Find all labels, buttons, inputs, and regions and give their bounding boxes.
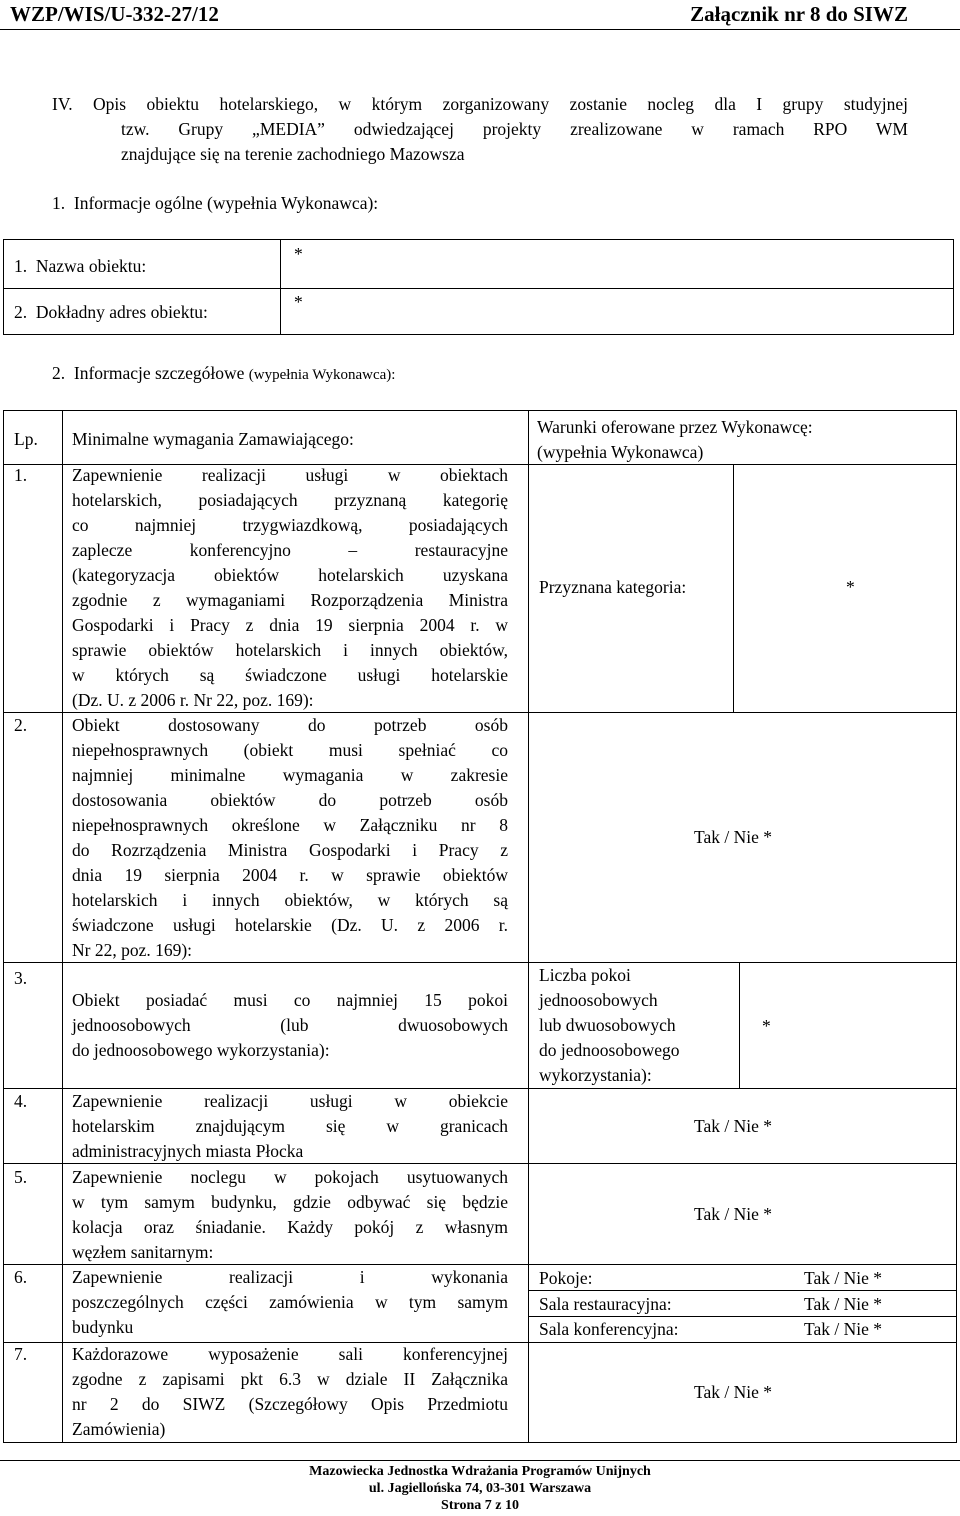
requirement-line: zgodne z zapisami pkt 6.3 w dziale II Załącznika (72, 1369, 508, 1389)
general-table-divider (280, 240, 281, 334)
requirement-line: Zapewnienie realizacji usługi w obiekcie (72, 1091, 508, 1111)
header-rule (0, 29, 960, 30)
requirement-text (72, 713, 508, 963)
requirement-line: co najmniej trzygwiazdkową, posiadających (72, 515, 508, 535)
rooms-count-label-line: jednoosobowych (539, 990, 658, 1010)
general-heading-note: (wypełnia Wykonawca): (207, 193, 379, 213)
requirement-line: Nr 22, poz. 169): (72, 940, 193, 960)
item-number: 2. (14, 715, 28, 735)
requirement-line: poszczególnych części zamówienia w tym samym (72, 1292, 508, 1312)
requirement-line: jednoosobowych (lub dwuosobowych (72, 1015, 508, 1035)
object-name-value[interactable]: * (294, 244, 303, 264)
requirement-line: (kategoryzacja obiektów hotelarskich uzyskana (72, 565, 508, 585)
requirement-line: Zapewnienie realizacji usługi w obiektach (72, 465, 508, 485)
details-col-divider (62, 411, 63, 1442)
details-heading-text: 2. Informacje szczegółowe (52, 363, 249, 383)
column-header-offer-line: Warunki oferowane przez Wykonawcę: (537, 417, 813, 437)
requirement-line: do Rozrządzenia Ministra Gospodarki i Pracy z (72, 840, 508, 860)
item-number: 7. (14, 1344, 28, 1364)
requirement-line: dostosowania obiektów do potrzeb osób (72, 790, 508, 810)
details-col-divider (528, 411, 529, 1442)
requirement-line: Zapewnienie noclegu w pokojach usytuowanych (72, 1167, 508, 1187)
requirement-line: w tym samym budynku, gdzie odbywać się będzie (72, 1192, 508, 1212)
conference-hall-label: Sala konferencyjna: (539, 1319, 679, 1339)
category-value[interactable]: * (846, 577, 855, 597)
details-row-rule (4, 1163, 956, 1164)
category-label: Przyznana kategoria: (539, 577, 687, 597)
footer-page-number: Strona 7 z 10 (441, 1498, 519, 1513)
requirement-line: w których są świadczone usługi hotelarskie (72, 665, 508, 685)
requirement-line: dnia 19 sierpnia 2004 r. w sprawie obiektów (72, 865, 508, 885)
attachment-label: Załącznik nr 8 do SIWZ (690, 2, 908, 26)
requirement-text (72, 1165, 508, 1265)
requirement-line: zaplecze konferencyjno – restauracyjne (72, 540, 508, 560)
requirement-line: Każdorazowe wyposażenie sali konferencyjnej (72, 1344, 508, 1364)
item-number: 5. (14, 1167, 28, 1187)
doc-reference: WZP/WIS/U-332-27/12 (10, 2, 219, 26)
requirement-text (72, 463, 508, 713)
accessibility-value[interactable]: Tak / Nie * (694, 827, 772, 847)
requirement-line: budynku (72, 1317, 134, 1337)
requirement-line: do jednoosobowego wykorzystania): (72, 1040, 330, 1060)
requirement-text (72, 1342, 508, 1442)
requirement-line: Obiekt posiadać musi co najmniej 15 pokoi (72, 990, 508, 1010)
requirement-line: Zamówienia) (72, 1419, 166, 1439)
requirement-line: hotelarskich i innych obiektów, w których są (72, 890, 508, 910)
requirement-line: świadczone usługi hotelarskie (Dz. U. z 2006 r. (72, 915, 508, 935)
requirement-line: niepełnosprawnych (obiekt musi spełniać co (72, 740, 508, 760)
page-header (0, 0, 960, 32)
requirement-text (72, 1089, 508, 1164)
object-address-value[interactable]: * (294, 292, 303, 312)
general-heading-text: 1. Informacje ogólne (52, 193, 208, 213)
object-address-label: 2. Dokładny adres obiektu: (14, 302, 208, 322)
requirement-line: najmniej minimalne wymagania w zakresie (72, 765, 508, 785)
restaurant-hall-value[interactable]: Tak / Nie * (804, 1294, 882, 1314)
rooms-count-label-line: Liczba pokoi (539, 965, 631, 985)
rooms-label: Pokoje: (539, 1268, 593, 1288)
requirement-line: Obiekt dostosowany do potrzeb osób (72, 715, 508, 735)
rooms-count-label (539, 963, 679, 1088)
item-number: 4. (14, 1091, 28, 1111)
requirement-line: kolacja oraz śniadanie. Każdy pokój z własnym (72, 1217, 508, 1237)
footer-org: Mazowiecka Jednostka Wdrażania Programów Unijnych (309, 1464, 651, 1479)
conference-hall-value[interactable]: Tak / Nie * (804, 1319, 882, 1339)
item-number: 6. (14, 1267, 28, 1287)
requirement-line: niepełnosprawnych określone w Załączniku nr 8 (72, 815, 508, 835)
rooms-value[interactable]: Tak / Nie * (804, 1268, 882, 1288)
section-title (52, 92, 908, 167)
object-name-label: 1. Nazwa obiektu: (14, 256, 147, 276)
requirement-line: węzłem sanitarnym: (72, 1242, 214, 1262)
requirement-text (72, 988, 508, 1063)
details-heading (52, 361, 395, 388)
requirement-text (72, 1265, 508, 1340)
requirement-line: administracyjnych miasta Płocka (72, 1141, 304, 1161)
requirement-line: (Dz. U. z 2006 r. Nr 22, poz. 169): (72, 690, 314, 710)
item-number: 3. (14, 968, 28, 988)
details-table (3, 410, 957, 1443)
requirement-line: Gospodarki i Pracy z dnia 19 sierpnia 2004 r. w (72, 615, 508, 635)
same-building-value[interactable]: Tak / Nie * (694, 1204, 772, 1224)
equipment-value[interactable]: Tak / Nie * (694, 1382, 772, 1402)
column-header-offer-line: (wypełnia Wykonawca) (537, 442, 704, 462)
general-heading (52, 191, 378, 216)
restaurant-hall-label: Sala restauracyjna: (539, 1294, 672, 1314)
details-row-rule (4, 962, 956, 963)
requirement-line: zgodnie z wymaganiami Rozporządzenia Ministra (72, 590, 508, 610)
requirement-line: hotelarskich, posiadających przyznaną kategorię (72, 490, 508, 510)
details-heading-note: (wypełnia Wykonawca): (248, 367, 396, 383)
footer-rule (0, 1460, 960, 1461)
rooms-count-value[interactable]: * (762, 1016, 771, 1036)
section-title-line: znajdujące się na terenie zachodniego Mazowsza (121, 144, 465, 164)
offer-inner-divider (733, 464, 734, 712)
footer-address: ul. Jagiellońska 74, 03-301 Warszawa (368, 1481, 592, 1496)
offer-inner-divider (739, 962, 740, 1089)
requirement-line: hotelarskim znajdującym się w granicach (72, 1116, 508, 1136)
general-info-table (3, 239, 954, 335)
column-header-lp: Lp. (14, 429, 38, 449)
requirement-line: nr 2 do SIWZ (Szczegółowy Opis Przedmiotu (72, 1394, 508, 1414)
rooms-count-label-line: wykorzystania): (539, 1065, 652, 1085)
requirement-line: Zapewnienie realizacji i wykonania (72, 1267, 508, 1287)
location-value[interactable]: Tak / Nie * (694, 1116, 772, 1136)
section-title-line: IV. Opis obiektu hotelarskiego, w którym zorganizowany zostanie nocleg dla I grupy studyjnej (52, 94, 908, 114)
requirement-line: sprawie obiektów hotelarskich i innych obiektów, (72, 640, 508, 660)
column-header-requirements: Minimalne wymagania Zamawiającego: (72, 429, 354, 449)
section-title-line: tzw. Grupy „MEDIA” odwiedzającej projekty zrealizowane w ramach RPO WM (121, 119, 908, 139)
general-table-row-rule (4, 288, 953, 289)
item-number: 1. (14, 465, 28, 485)
rooms-count-label-line: do jednoosobowego (539, 1040, 680, 1060)
rooms-count-label-line: lub dwuosobowych (539, 1015, 676, 1035)
column-header-offer (537, 415, 813, 465)
